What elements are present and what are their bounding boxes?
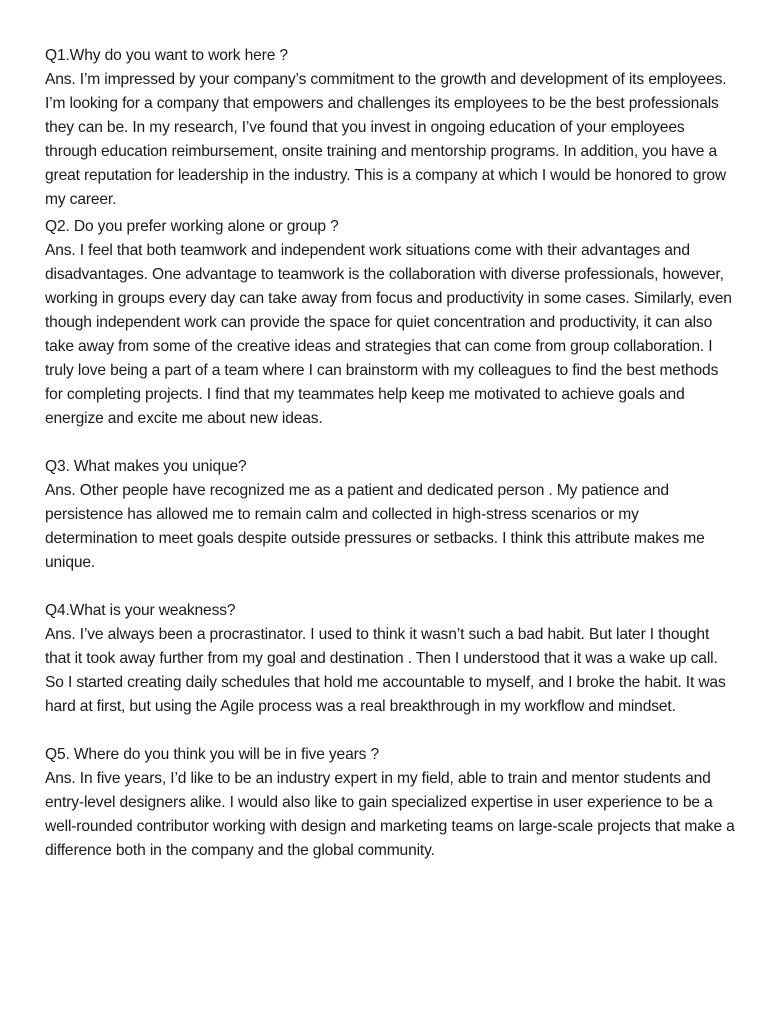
qa-item-5 (45, 743, 735, 863)
question-5: Q5. Where do you think you will be in five years ? (45, 746, 379, 763)
answer-1: Ans. I’m impressed by your company’s commitment to the growth and development of its employees. I’m looking for a company that empowers and challenges its employees to be the best professionals they can be. In my research, I’ve found that you invest in ongoing education of your employees through education reimbursement, onsite training and mentorship programs. In addition, you have a great reputation for leadership in the industry. This is a company at which I would be honored to grow my career. (45, 71, 727, 208)
question-1: Q1.Why do you want to work here ? (45, 47, 288, 64)
answer-2: Ans. I feel that both teamwork and independent work situations come with their advantages and disadvantages. One advantage to teamwork is the collaboration with diverse professionals, however, working in groups every day can take away from focus and productivity in some cases. Similarly, even though independent work can provide the space for quiet concentration and productivity, it can also take away from some of the creative ideas and strategies that can come from group collaboration. I truly love being a part of a team where I can brainstorm with my colleagues to find the best methods for completing projects. I find that my teammates help keep me motivated to achieve goals and energize and excite me about new ideas. (45, 242, 732, 427)
question-3: Q3. What makes you unique? (45, 458, 247, 475)
qa-item-3 (45, 455, 735, 575)
answer-3: Ans. Other people have recognized me as a patient and dedicated person . My patience and persistence has allowed me to remain calm and collected in high-stress scenarios or my determination to meet goals despite outside pressures or setbacks. I think this attribute makes me unique. (45, 482, 705, 571)
qa-item-2 (45, 215, 735, 431)
answer-4: Ans. I’ve always been a procrastinator. I used to think it wasn’t such a bad habit. But later I thought that it took away further from my goal and destination . Then I understood that it was a wake up call. So I started creating daily schedules that hold me accountable to myself, and I broke the habit. It was hard at first, but using the Agile process was a real breakthrough in my workflow and mindset. (45, 626, 726, 715)
question-2: Q2. Do you prefer working alone or group ? (45, 218, 339, 235)
qa-item-4 (45, 599, 735, 719)
qa-item-1 (45, 44, 735, 212)
answer-5: Ans. In five years, I’d like to be an industry expert in my field, able to train and mentor students and entry-level designers alike. I would also like to gain specialized expertise in user experience to be a well-rounded contributor working with design and marketing teams on large-scale projects that make a difference both in the company and the global community. (45, 770, 735, 859)
question-4: Q4.What is your weakness? (45, 602, 236, 619)
document-page (45, 44, 735, 863)
